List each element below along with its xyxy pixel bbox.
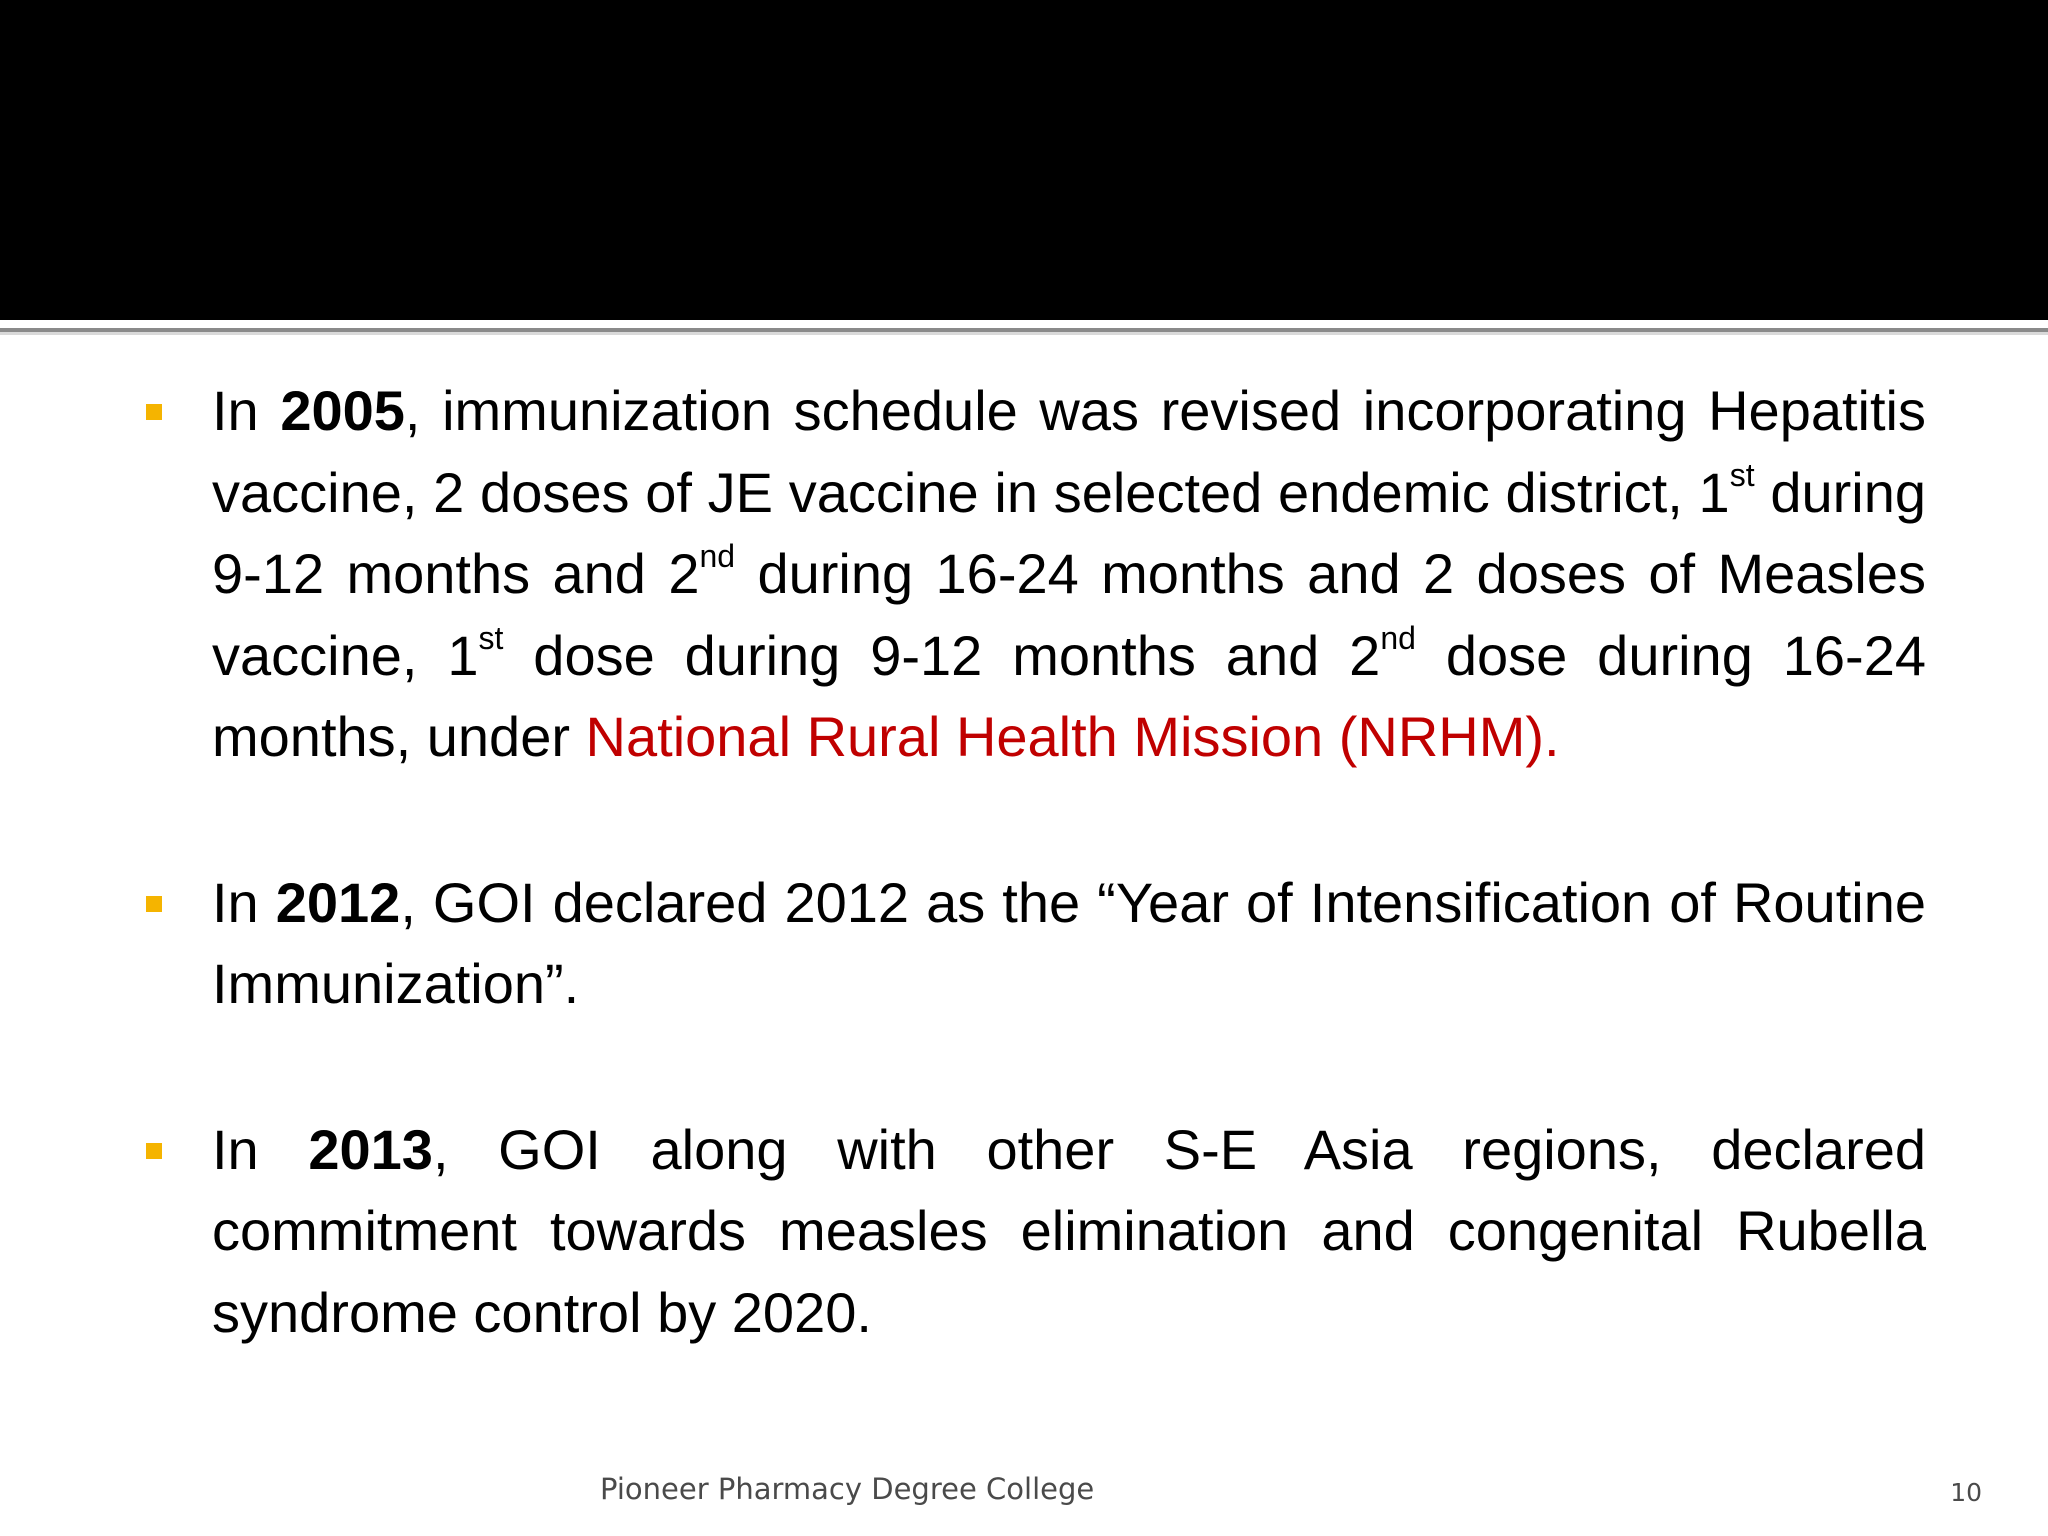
- slide-number: 10: [1950, 1478, 1982, 1507]
- bullet-item-2012: In 2012, GOI declared 2012 as the “Year of Intensification of Routine Immunization”.: [140, 862, 1926, 1025]
- year-label: 2013: [308, 1117, 433, 1181]
- bullet-item-2005: In 2005, immunization schedule was revised incorporating Hepatitis vaccine, 2 doses of JE vaccine in selected endemic district, 1st during 9-12 months and 2nd during 16-24 months and 2 doses of Measles vaccine, 1st dose during 9-12 months and 2nd dose during 16-24 months, under National Rural Health Mission (NRHM).: [140, 370, 1926, 778]
- year-label: 2005: [280, 379, 405, 442]
- bullet-item-2013: In 2013, GOI along with other S-E Asia regions, declared commitment towards measles elimination and congenital Rubella syndrome control by 2020.: [140, 1109, 1926, 1354]
- bullet-square-icon: [146, 404, 162, 420]
- divider-line: [0, 332, 2048, 335]
- bullet-square-icon: [146, 1143, 162, 1159]
- bullet-square-icon: [146, 896, 162, 912]
- title-bar: [0, 0, 2048, 320]
- slide-body: [140, 370, 1926, 1353]
- nrhm-highlight: National Rural Health Mission (NRHM).: [585, 705, 1560, 768]
- year-label: 2012: [275, 870, 401, 934]
- divider-line: [0, 320, 2048, 328]
- footer-college-name: Pioneer Pharmacy Degree College: [600, 1472, 1095, 1506]
